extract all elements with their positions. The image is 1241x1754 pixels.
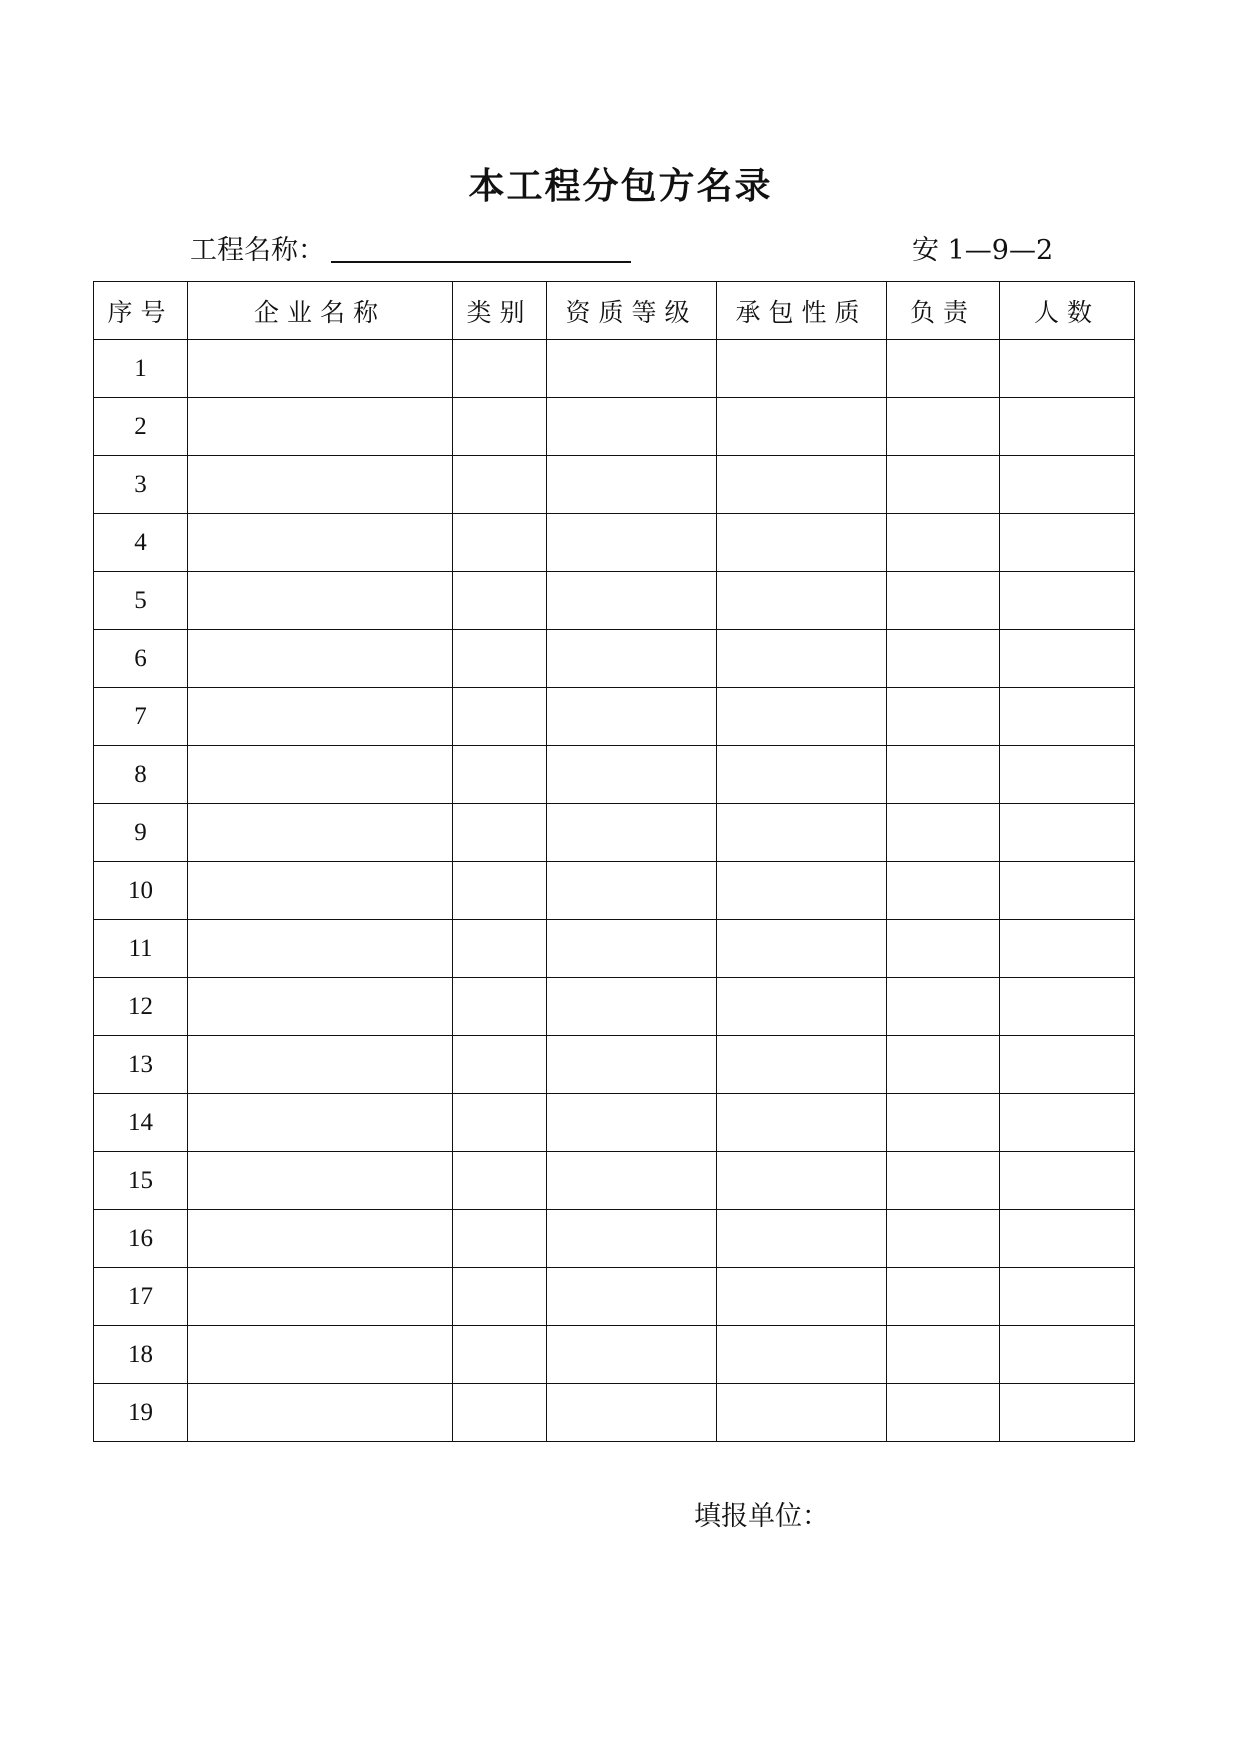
category-cell[interactable] <box>453 1152 547 1210</box>
headcount-cell[interactable] <box>1000 1036 1135 1094</box>
category-cell[interactable] <box>453 1210 547 1268</box>
company-name-cell[interactable] <box>188 572 453 630</box>
category-cell[interactable] <box>453 572 547 630</box>
headcount-cell[interactable] <box>1000 1152 1135 1210</box>
company-name-cell[interactable] <box>188 1094 453 1152</box>
contract-nature-cell[interactable] <box>717 340 887 398</box>
company-name-cell[interactable] <box>188 688 453 746</box>
category-cell[interactable] <box>453 978 547 1036</box>
table-header-row <box>94 282 1135 340</box>
headcount-cell[interactable] <box>1000 1210 1135 1268</box>
category-cell[interactable] <box>453 804 547 862</box>
category-cell[interactable] <box>453 1036 547 1094</box>
responsible-cell[interactable] <box>887 456 1000 514</box>
company-name-cell[interactable] <box>188 456 453 514</box>
qualification-level-cell[interactable] <box>547 862 717 920</box>
category-cell[interactable] <box>453 920 547 978</box>
headcount-cell[interactable] <box>1000 1326 1135 1384</box>
responsible-cell[interactable] <box>887 1326 1000 1384</box>
contract-nature-cell[interactable] <box>717 514 887 572</box>
table-row <box>94 688 1135 746</box>
row-seq-number: 10 <box>94 862 188 920</box>
table-row <box>94 514 1135 572</box>
category-cell[interactable] <box>453 630 547 688</box>
row-seq-number: 11 <box>94 920 188 978</box>
project-name-label: 工程名称： <box>190 235 325 266</box>
form-code: 安 1—9—2 <box>912 235 1054 266</box>
category-cell[interactable] <box>453 688 547 746</box>
category-cell[interactable] <box>453 398 547 456</box>
company-name-cell[interactable] <box>188 1152 453 1210</box>
responsible-cell[interactable] <box>887 630 1000 688</box>
table-row <box>94 1152 1135 1210</box>
row-seq-number: 3 <box>94 456 188 514</box>
headcount-cell[interactable] <box>1000 398 1135 456</box>
contract-nature-cell[interactable] <box>717 456 887 514</box>
qualification-level-cell[interactable] <box>547 978 717 1036</box>
headcount-cell[interactable] <box>1000 920 1135 978</box>
contract-nature-cell[interactable] <box>717 1036 887 1094</box>
qualification-level-cell[interactable] <box>547 572 717 630</box>
row-seq-number: 4 <box>94 514 188 572</box>
fill-unit-label: 填报单位： <box>694 1501 829 1532</box>
headcount-cell[interactable] <box>1000 688 1135 746</box>
table-row <box>94 978 1135 1036</box>
responsible-cell[interactable] <box>887 1384 1000 1442</box>
table-row <box>94 398 1135 456</box>
table-row <box>94 1094 1135 1152</box>
row-seq-number: 12 <box>94 978 188 1036</box>
headcount-cell[interactable] <box>1000 978 1135 1036</box>
header-qualification-level: 资质等级 <box>547 282 717 340</box>
responsible-cell[interactable] <box>887 398 1000 456</box>
company-name-cell[interactable] <box>188 978 453 1036</box>
contract-nature-cell[interactable] <box>717 1268 887 1326</box>
qualification-level-cell[interactable] <box>547 746 717 804</box>
header-seq: 序号 <box>94 282 188 340</box>
responsible-cell[interactable] <box>887 514 1000 572</box>
contract-nature-cell[interactable] <box>717 1094 887 1152</box>
qualification-level-cell[interactable] <box>547 398 717 456</box>
table-row <box>94 572 1135 630</box>
contract-nature-cell[interactable] <box>717 1210 887 1268</box>
headcount-cell[interactable] <box>1000 746 1135 804</box>
responsible-cell[interactable] <box>887 804 1000 862</box>
responsible-cell[interactable] <box>887 1036 1000 1094</box>
row-seq-number: 8 <box>94 746 188 804</box>
category-cell[interactable] <box>453 746 547 804</box>
responsible-cell[interactable] <box>887 1268 1000 1326</box>
contract-nature-cell[interactable] <box>717 1384 887 1442</box>
contract-nature-cell[interactable] <box>717 630 887 688</box>
table-row <box>94 1384 1135 1442</box>
responsible-cell[interactable] <box>887 688 1000 746</box>
category-cell[interactable] <box>453 1268 547 1326</box>
contract-nature-cell[interactable] <box>717 920 887 978</box>
qualification-level-cell[interactable] <box>547 920 717 978</box>
header-contract-nature: 承包性质 <box>717 282 887 340</box>
row-seq-number: 9 <box>94 804 188 862</box>
table-row <box>94 456 1135 514</box>
headcount-cell[interactable] <box>1000 862 1135 920</box>
headcount-cell[interactable] <box>1000 572 1135 630</box>
table-row <box>94 630 1135 688</box>
row-seq-number: 2 <box>94 398 188 456</box>
category-cell[interactable] <box>453 456 547 514</box>
contract-nature-cell[interactable] <box>717 804 887 862</box>
qualification-level-cell[interactable] <box>547 1094 717 1152</box>
category-cell[interactable] <box>453 1094 547 1152</box>
company-name-cell[interactable] <box>188 398 453 456</box>
company-name-cell[interactable] <box>188 862 453 920</box>
contract-nature-cell[interactable] <box>717 746 887 804</box>
responsible-cell[interactable] <box>887 1094 1000 1152</box>
subcontractor-table <box>93 281 1135 1442</box>
company-name-cell[interactable] <box>188 1036 453 1094</box>
category-cell[interactable] <box>453 340 547 398</box>
responsible-cell[interactable] <box>887 920 1000 978</box>
row-seq-number: 17 <box>94 1268 188 1326</box>
qualification-level-cell[interactable] <box>547 804 717 862</box>
header-headcount: 人数 <box>1000 282 1135 340</box>
header-responsible: 负责 <box>887 282 1000 340</box>
row-seq-number: 16 <box>94 1210 188 1268</box>
company-name-cell[interactable] <box>188 630 453 688</box>
headcount-cell[interactable] <box>1000 340 1135 398</box>
headcount-cell[interactable] <box>1000 1094 1135 1152</box>
contract-nature-cell[interactable] <box>717 688 887 746</box>
row-seq-number: 6 <box>94 630 188 688</box>
qualification-level-cell[interactable] <box>547 688 717 746</box>
company-name-cell[interactable] <box>188 746 453 804</box>
responsible-cell[interactable] <box>887 572 1000 630</box>
responsible-cell[interactable] <box>887 1152 1000 1210</box>
contract-nature-cell[interactable] <box>717 398 887 456</box>
row-seq-number: 1 <box>94 340 188 398</box>
qualification-level-cell[interactable] <box>547 1036 717 1094</box>
document-title: 本工程分包方名录 <box>468 166 773 207</box>
category-cell[interactable] <box>453 1384 547 1442</box>
company-name-cell[interactable] <box>188 920 453 978</box>
qualification-level-cell[interactable] <box>547 456 717 514</box>
responsible-cell[interactable] <box>887 978 1000 1036</box>
contract-nature-cell[interactable] <box>717 1326 887 1384</box>
contract-nature-cell[interactable] <box>717 978 887 1036</box>
table-row <box>94 1268 1135 1326</box>
table-row <box>94 920 1135 978</box>
table-row <box>94 340 1135 398</box>
company-name-cell[interactable] <box>188 340 453 398</box>
contract-nature-cell[interactable] <box>717 862 887 920</box>
headcount-cell[interactable] <box>1000 804 1135 862</box>
table-row <box>94 804 1135 862</box>
company-name-cell[interactable] <box>188 804 453 862</box>
table-row <box>94 1326 1135 1384</box>
row-seq-number: 7 <box>94 688 188 746</box>
project-name-row <box>190 228 631 267</box>
qualification-level-cell[interactable] <box>547 340 717 398</box>
table-row <box>94 746 1135 804</box>
responsible-cell[interactable] <box>887 1210 1000 1268</box>
responsible-cell[interactable] <box>887 862 1000 920</box>
category-cell[interactable] <box>453 514 547 572</box>
table-row <box>94 1036 1135 1094</box>
row-seq-number: 19 <box>94 1384 188 1442</box>
company-name-cell[interactable] <box>188 1326 453 1384</box>
qualification-level-cell[interactable] <box>547 630 717 688</box>
category-cell[interactable] <box>453 862 547 920</box>
qualification-level-cell[interactable] <box>547 1326 717 1384</box>
header-company-name: 企业名称 <box>188 282 453 340</box>
company-name-cell[interactable] <box>188 514 453 572</box>
row-seq-number: 13 <box>94 1036 188 1094</box>
headcount-cell[interactable] <box>1000 1384 1135 1442</box>
headcount-cell[interactable] <box>1000 456 1135 514</box>
row-seq-number: 5 <box>94 572 188 630</box>
headcount-cell[interactable] <box>1000 630 1135 688</box>
contract-nature-cell[interactable] <box>717 572 887 630</box>
responsible-cell[interactable] <box>887 746 1000 804</box>
table-row <box>94 862 1135 920</box>
contract-nature-cell[interactable] <box>717 1152 887 1210</box>
row-seq-number: 18 <box>94 1326 188 1384</box>
table-body <box>94 340 1135 1442</box>
company-name-cell[interactable] <box>188 1210 453 1268</box>
qualification-level-cell[interactable] <box>547 1384 717 1442</box>
table-row <box>94 1210 1135 1268</box>
headcount-cell[interactable] <box>1000 514 1135 572</box>
header-category: 类别 <box>453 282 547 340</box>
responsible-cell[interactable] <box>887 340 1000 398</box>
qualification-level-cell[interactable] <box>547 1268 717 1326</box>
company-name-cell[interactable] <box>188 1384 453 1442</box>
row-seq-number: 14 <box>94 1094 188 1152</box>
company-name-cell[interactable] <box>188 1268 453 1326</box>
row-seq-number: 15 <box>94 1152 188 1210</box>
project-name-field[interactable] <box>331 235 631 263</box>
qualification-level-cell[interactable] <box>547 514 717 572</box>
headcount-cell[interactable] <box>1000 1268 1135 1326</box>
category-cell[interactable] <box>453 1326 547 1384</box>
qualification-level-cell[interactable] <box>547 1210 717 1268</box>
qualification-level-cell[interactable] <box>547 1152 717 1210</box>
